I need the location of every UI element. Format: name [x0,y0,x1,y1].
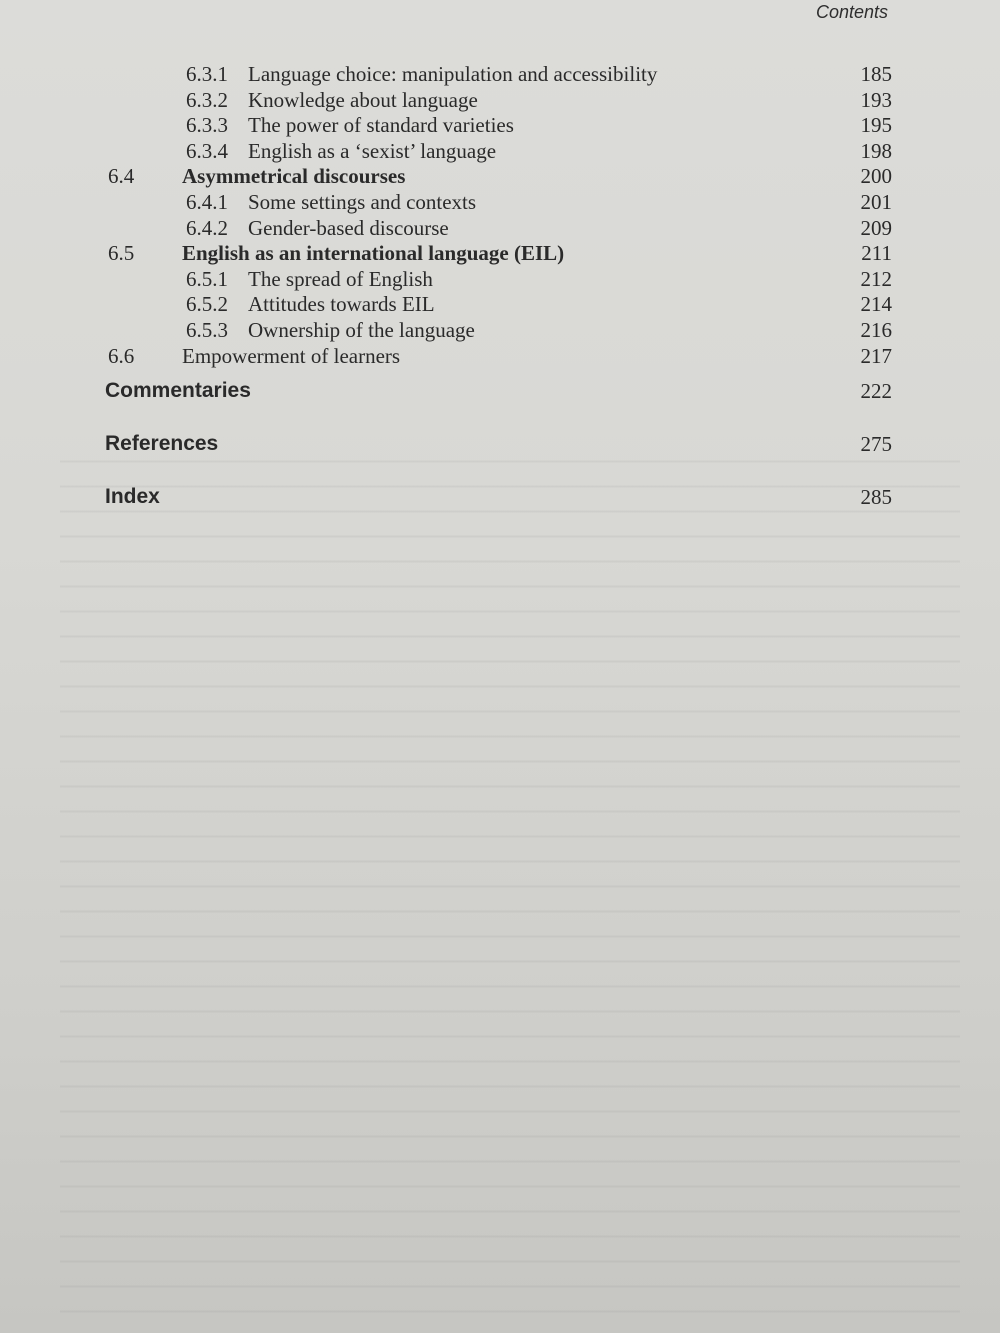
entry-title: Some settings and contexts [248,189,477,214]
back-matter-commentaries [0,379,1000,432]
entry-title: Knowledge about language [248,87,478,112]
entry-number: 6.3.2 [186,87,228,112]
entry-number: 6.3.3 [186,113,228,138]
entry-number: 6.3.1 [186,62,228,86]
entry-page: 195 [860,113,892,138]
entry-page: 193 [860,87,892,112]
entry-number: 6.3.4 [186,138,228,163]
back-matter-page: 285 [860,485,892,510]
section-page: 200 [860,164,892,189]
entry-title: English as a ‘sexist’ language [248,138,497,163]
section-number: 6.6 [108,343,135,368]
toc-entry [0,190,1000,216]
section-title: English as an international language (EIL) [182,241,565,266]
entry-title: Language choice: manipulation and accessibility [248,62,658,86]
section-number: 6.5 [108,241,135,266]
entry-number: 6.5.3 [186,317,228,342]
entry-title: The power of standard varieties [248,113,514,138]
back-matter-label: Commentaries [105,379,251,403]
toc-entry [0,267,1000,293]
back-matter-references [0,432,1000,485]
section-page: 217 [860,343,892,368]
toc-entry [0,216,1000,242]
entry-title: Ownership of the language [248,317,475,342]
entry-number: 6.5.1 [186,266,228,291]
section-title: Asymmetrical discourses [182,164,406,189]
entry-title: Attitudes towards EIL [248,292,435,317]
back-matter-page: 275 [860,432,892,457]
entry-number: 6.4.2 [186,215,228,240]
entry-number: 6.5.2 [186,292,228,317]
toc-entry [0,292,1000,318]
entry-title: The spread of English [248,266,433,291]
entry-page: 198 [860,138,892,163]
entry-title: Gender-based discourse [248,215,449,240]
entry-number: 6.4.1 [186,189,228,214]
show-through-texture [60,440,960,1320]
toc-section [0,164,1000,190]
toc-entry [0,139,1000,165]
back-matter-page: 222 [860,379,892,404]
toc-entry [0,88,1000,114]
entry-page: 209 [860,215,892,240]
back-matter-label: Index [105,485,160,509]
running-head: Contents [815,2,888,22]
section-number: 6.4 [108,164,135,189]
section-title: Empowerment of learners [182,343,401,368]
table-of-contents [0,62,1000,538]
toc-entry [0,113,1000,139]
entry-page: 212 [860,266,892,291]
toc-section [0,241,1000,267]
toc-entry [0,318,1000,344]
back-matter-label: References [105,432,219,456]
toc-entry [0,62,1000,88]
entry-page: 214 [860,292,892,317]
entry-page: 216 [860,317,892,342]
entry-page: 185 [860,62,892,86]
section-page: 211 [861,241,892,266]
entry-page: 201 [860,189,892,214]
toc-section [0,344,1000,370]
back-matter-index [0,485,1000,538]
